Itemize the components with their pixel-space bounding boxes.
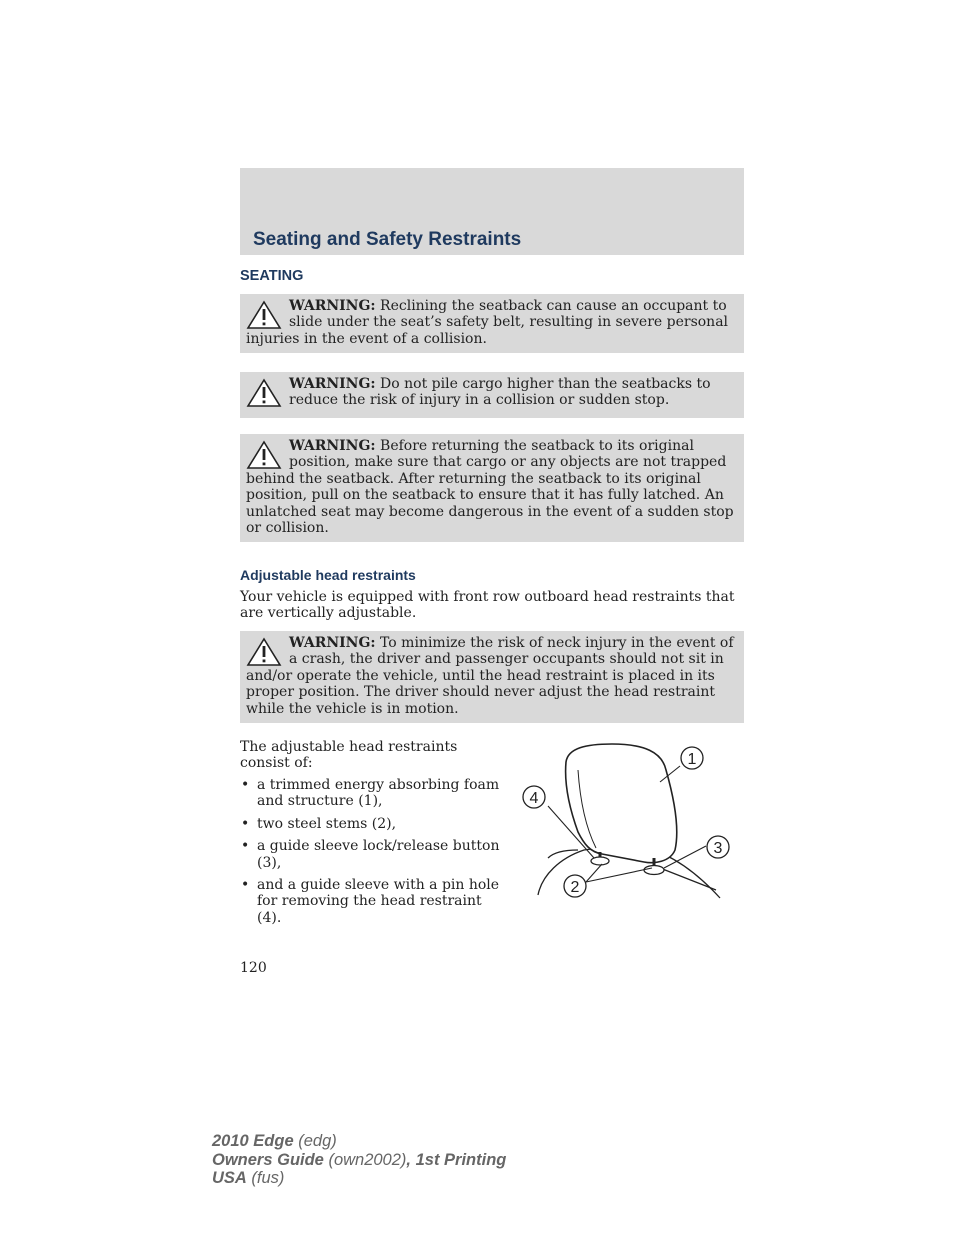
callout-label-1: 1: [687, 751, 697, 768]
callout-4: [523, 786, 545, 808]
section-heading: SEATING: [240, 268, 304, 284]
footer-line-2: Owners Guide (own2002), 1st Printing: [212, 1150, 507, 1169]
warning-box: [240, 434, 744, 542]
warning-label: WARNING:: [289, 298, 376, 314]
warning-triangle-icon: [246, 300, 282, 330]
page-title: Seating and Safety Restraints: [253, 229, 522, 250]
warning-text: To minimize the risk of neck injury in the event of a crash, the driver and passenger occupants should not sit in and/or operate the vehicle, until the head restraint is placed in its proper position. The driver should never adjust the head restraint while the vehicle is in motion.: [246, 635, 734, 717]
components-list: [240, 777, 500, 932]
callout-1: [681, 747, 703, 769]
callout-label-4: 4: [529, 790, 539, 807]
warning-box: [240, 372, 744, 418]
warning-text: Before returning the seatback to its original position, make sure that cargo or any objects are not trapped behind the seatback. After returning the seatback to its original position, pull on the seatback to ensure that it has fully latched. An unlatched seat may become dangerous in the event of a sudden stop or collision.: [246, 438, 734, 537]
footer-line-1: 2010 Edge (edg): [212, 1132, 337, 1150]
callout-label-2: 2: [570, 879, 580, 896]
page-number: 120: [240, 960, 267, 976]
warning-box: [240, 631, 744, 723]
warning-triangle-icon: [246, 637, 282, 667]
list-intro: The adjustable head restraints consist of:: [240, 739, 458, 772]
warning-label: WARNING:: [289, 635, 376, 651]
list-item: • two steel stems (2),: [240, 816, 500, 832]
warning-text: Do not pile cargo higher than the seatbacks to reduce the risk of injury in a collision or sudden stop.: [289, 376, 711, 409]
warning-triangle-icon: [246, 378, 282, 408]
list-item: • and a guide sleeve with a pin hole for removing the head restraint (4).: [240, 877, 500, 926]
intro-paragraph: Your vehicle is equipped with front row outboard head restraints that are vertically adjustable.: [240, 589, 735, 622]
footer-line-3: USA (fus): [212, 1169, 285, 1187]
document-footer: [212, 1132, 506, 1188]
callout-3: [707, 836, 729, 858]
warning-box: [240, 294, 744, 353]
warning-label: WARNING:: [289, 376, 376, 392]
subsection-heading: Adjustable head restraints: [240, 567, 416, 583]
list-item: • a trimmed energy absorbing foam and structure (1),: [240, 777, 500, 810]
callout-label-3: 3: [713, 840, 723, 857]
warning-triangle-icon: [246, 440, 282, 470]
warning-label: WARNING:: [289, 438, 376, 454]
list-item: • a guide sleeve lock/release button (3),: [240, 838, 500, 871]
section-header-band: [240, 168, 744, 255]
callout-2: [564, 875, 586, 897]
head-restraint-diagram: [520, 740, 744, 900]
warning-text: Reclining the seatback can cause an occupant to slide under the seat’s safety belt, resulting in severe personal injuries in the event of a collision.: [246, 298, 729, 347]
